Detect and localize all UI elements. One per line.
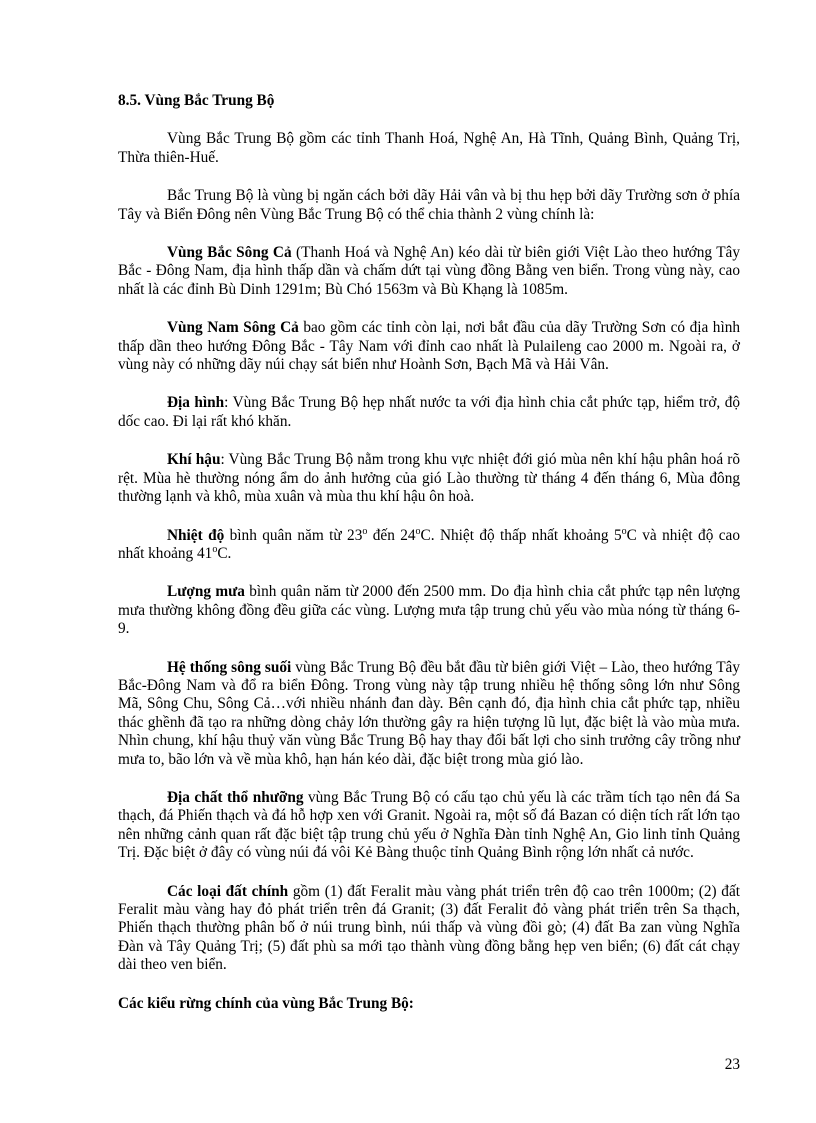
paragraph-geology: Địa chất thổ nhưỡng vùng Bắc Trung Bộ có cấu tạo chủ yếu là các trầm tích tạo nên đá Sa thạch, đá Phiến thạch và đá hỗ hợp xen với Granit. Ngoài ra, một số đá Bazan có diện tích rất lớn tạo nên những cảnh quan rất đặc biệt tập trung chủ yếu ở Nghĩa Đàn tỉnh Nghệ An, Gio linh tỉnh Quảng Trị. Đặc biệt ở đây có vùng núi đá vôi Kẻ Bàng thuộc tỉnh Quảng Bình rộng lớn nhất cả nước. bbox=[118, 788, 740, 862]
paragraph-terrain: Địa hình: Vùng Bắc Trung Bộ hẹp nhất nước ta với địa hình chia cắt phức tạp, hiểm trở, độ dốc cao. Đi lại rất khó khăn. bbox=[118, 394, 740, 430]
paragraph-south-song-ca: Vùng Nam Sông Cả bao gồm các tỉnh còn lại, nơi bắt đầu của dãy Trường Sơn có địa hình thấp dần theo hướng Đông Bắc - Tây Nam với đỉnh cao nhất là Pulaileng cao 2000 m. Ngoài ra, ở vùng này có những dãy núi chạy sát biển như Hoành Sơn, Bạch Mã và Hải Vân. bbox=[118, 319, 740, 374]
term-north-song-ca: Vùng Bắc Sông Cả bbox=[167, 244, 292, 262]
term-rivers: Hệ thống sông suối bbox=[167, 658, 292, 676]
term-climate: Khí hậu bbox=[167, 451, 221, 469]
page-number: 23 bbox=[724, 1056, 740, 1073]
paragraph-north-song-ca: Vùng Bắc Sông Cả (Thanh Hoá và Nghệ An) kéo dài từ biên giới Việt Lào theo hướng Tây Bắc - Đông Nam, địa hình thấp dần và chấm dứt tại vùng đồng Bằng ven biển. Trong vùng này, cao nhất là các đỉnh Bù Dinh 1291m; Bù Chó 1563m và Bù Khạng là 1085m. bbox=[118, 244, 740, 298]
paragraph-soils: Các loại đất chính gồm (1) đất Feralit màu vàng phát triển trên độ cao trên 1000m; (2) đất Feralit màu vàng hay đỏ phát triển trên đá Granit; (3) đất Feralit đỏ vàng phát triển trên Sa thạch, Phiến thạch thường phân bố ở núi trung bình, núi thấp và vùng đồi gò; (4) đất Ba zan vùng Nghĩa Đàn và Tây Quảng Trị; (5) đất phù sa mới tạo thành vùng đồng bằng hẹp ven biển; (6) đất cát chạy dài theo ven biển. bbox=[118, 882, 740, 974]
term-rainfall: Lượng mưa bbox=[167, 583, 245, 601]
sub-heading-forest-types: Các kiểu rừng chính của vùng Bắc Trung Bộ: bbox=[118, 994, 414, 1012]
paragraph-climate: Khí hậu: Vùng Bắc Trung Bộ nằm trong khu vực nhiệt đới gió mùa nên khí hậu phân hoá rõ rệt. Mùa hè thường nóng ẩm do ảnh hưởng của gió Lào thường từ tháng 4 đến tháng 6, Mùa đông thường lạnh và khô, mùa xuân và mùa thu khí hậu ôn hoà. bbox=[118, 451, 740, 506]
term-geology: Địa chất thổ nhưỡng bbox=[167, 788, 304, 806]
paragraph-rainfall: Lượng mưa bình quân năm từ 2000 đến 2500 mm. Do địa hình chia cắt phức tạp nên lượng mưa thường không đồng đều giữa các vùng. Lượng mưa tập trung chủ yếu vào mùa nóng từ tháng 6-9. bbox=[118, 583, 740, 638]
paragraph-overview: Bắc Trung Bộ là vùng bị ngăn cách bởi dãy Hải vân và bị thu hẹp bởi dãy Trường sơn ở phía Tây và Biển Đông nên Vùng Bắc Trung Bộ có thể chia thành 2 vùng chính là: bbox=[118, 187, 740, 223]
document-page bbox=[118, 92, 740, 1013]
paragraph-provinces: Vùng Bắc Trung Bộ gồm các tỉnh Thanh Hoá, Nghệ An, Hà Tĩnh, Quảng Bình, Quảng Trị, Thừa thiên-Huế. bbox=[118, 130, 740, 166]
term-terrain: Địa hình bbox=[167, 394, 225, 412]
paragraph-temperature: Nhiệt độ bình quân năm từ 23$^o$ đến 24$^o$C. Nhiệt độ thấp nhất khoảng 5$^o$C và nhiệt độ cao nhất khoảng 41$^o$C. bbox=[118, 525, 740, 562]
section-title: 8.5. Vùng Bắc Trung Bộ bbox=[118, 92, 275, 109]
term-soils: Các loại đất chính bbox=[167, 882, 289, 900]
term-temperature: Nhiệt độ bbox=[167, 526, 225, 544]
paragraph-rivers: Hệ thống sông suối vùng Bắc Trung Bộ đều bắt đầu từ biên giới Việt – Lào, theo hướng Tây Bắc-Đông Nam và đổ ra biển Đông. Trong vùng này tập trung nhiều hệ thống sông lớn như Sông Mã, Sông Chu, Sông Cả…với nhiều nhánh đan dày. Bên cạnh đó, địa hình chia cắt phức tạp, nhiều thác ghềnh đã tạo ra những dòng chảy lớn thường gây ra hiện tượng lũ lụt, đặc biệt là vào mùa mưa. Nhìn chung, khí hậu thuỷ văn vùng Bắc Trung Bộ hay thay đổi bất lợi cho sinh trưởng cây trồng như mưa to, bão lớn và về mùa khô, hạn hán kéo dài, đặc biệt trong mùa gió lào. bbox=[118, 658, 740, 768]
term-south-song-ca: Vùng Nam Sông Cả bbox=[167, 319, 299, 337]
